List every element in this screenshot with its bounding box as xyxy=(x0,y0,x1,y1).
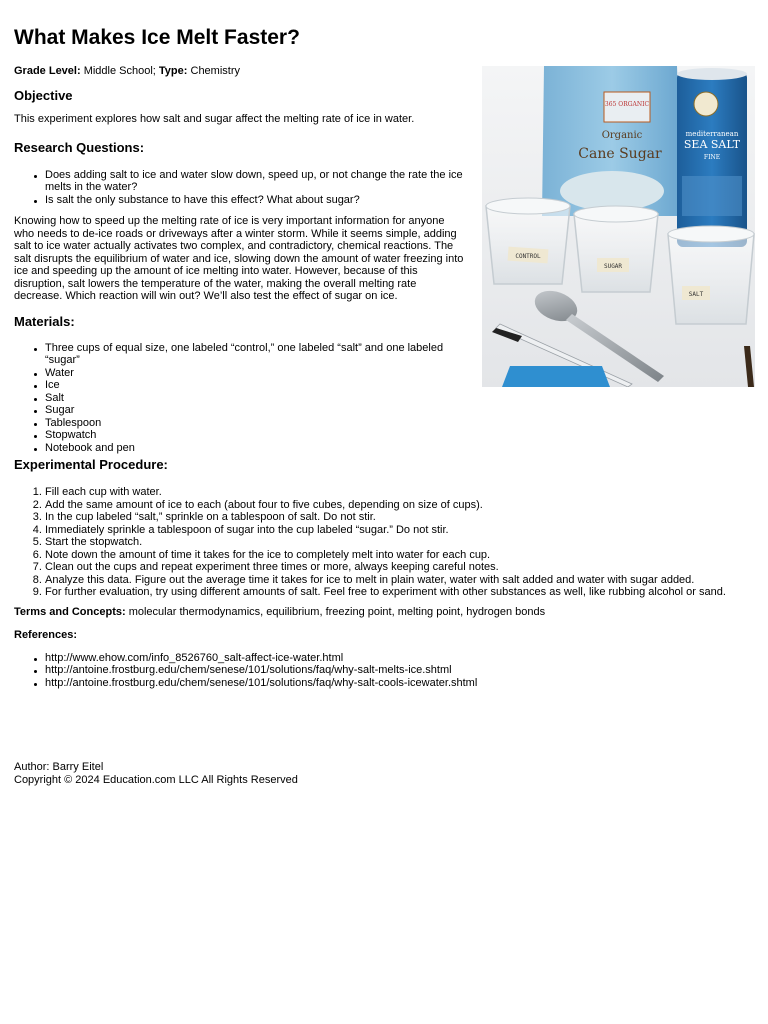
procedure-heading: Experimental Procedure: xyxy=(14,457,168,472)
research-list xyxy=(14,169,466,207)
sugar-line2-text: Cane Sugar xyxy=(578,146,662,162)
procedure-step: 4. Immediately sprinkle a tablespoon of sugar into the cup labeled “sugar.” Do not stir. xyxy=(45,524,744,537)
cup1-label-text: CONTROL xyxy=(515,253,541,260)
materials-item: Stopwatch xyxy=(45,429,466,442)
procedure-step: 6. Note down the amount of time it takes for the ice to completely melt into water for each cup. xyxy=(45,549,744,562)
objective-heading: Objective xyxy=(14,88,73,103)
objective-text: This experiment explores how salt and sugar affect the melting rate of ice in water. xyxy=(14,113,415,125)
salt-line2-text: SEA SALT xyxy=(683,138,741,151)
research-item-1: Does adding salt to ice and water slow down, speed up, or not change the rate the ice melts in the water? xyxy=(45,169,466,194)
materials-item: Salt xyxy=(45,392,466,405)
type-value: Chemistry xyxy=(187,65,240,77)
procedure-step: 9. For further evaluation, try using different amounts of salt. Feel free to experiment with other substances as well, like rubbing alcohol or sand. xyxy=(45,586,744,599)
materials-list xyxy=(14,342,466,455)
procedure-step: 2. Add the same amount of ice to each (about four to five cubes, depending on size of cups). xyxy=(45,499,744,512)
procedure-list xyxy=(14,486,744,599)
grade-level-label: Grade Level: xyxy=(14,65,81,77)
materials-item: Three cups of equal size, one labeled “control,” one labeled “salt” and one labeled “sugar” xyxy=(45,342,466,367)
materials-item: Sugar xyxy=(45,404,466,417)
experiment-photo xyxy=(482,66,755,387)
procedure-section xyxy=(14,457,744,609)
terms-section xyxy=(14,606,744,619)
reference-link[interactable]: http://antoine.frostburg.edu/chem/senese/101/solutions/faq/why-salt-melts-ice.shtml xyxy=(45,664,744,677)
left-column xyxy=(14,88,466,464)
procedure-step: 3. In the cup labeled “salt,” sprinkle on a tablespoon of salt. Do not stir. xyxy=(45,511,744,524)
reference-link[interactable]: http://www.ehow.com/info_8526760_salt-affect-ice-water.html xyxy=(45,652,744,665)
research-item-2: Is salt the only substance to have this effect? What about sugar? xyxy=(45,194,466,207)
cup2-label-text: SUGAR xyxy=(603,263,623,270)
procedure-step: 1. Fill each cup with water. xyxy=(45,486,744,499)
footer xyxy=(14,761,298,786)
reference-link[interactable]: http://antoine.frostburg.edu/chem/senese/101/solutions/faq/why-salt-cools-icewater.shtml xyxy=(45,677,744,690)
research-paragraph: Knowing how to speed up the melting rate of ice is very important information for anyone who needs to de-ice roads or driveways after a winter storm. While it seems simple, adding salt to ice water actually activates two complex, and contradictory, chemical reactions. The salt disrupts the equilibrium of water and ice, slowing down the amount of water freezing into ice and speeding up the amount of ice melting into water. However, because of this disruption, salt lowers the temperature of the water, making the overall melting rate decrease. Which reaction will win out? We’ll also test the effect of sugar on ice. xyxy=(14,215,464,302)
grade-level-value: Middle School; xyxy=(80,65,159,77)
page-title: What Makes Ice Melt Faster? xyxy=(14,26,300,49)
type-label: Type: xyxy=(158,65,188,77)
sugar-brand-text: 365 ORGANIC xyxy=(604,101,650,108)
materials-item: Ice xyxy=(45,379,466,392)
salt-line3-text: FINE xyxy=(703,154,721,161)
procedure-step: 7. Clean out the cups and repeat experiment three times or more, always keeping careful notes. xyxy=(45,561,744,574)
materials-item: Notebook and pen xyxy=(45,442,466,455)
meta-line xyxy=(14,65,240,78)
cup3-label-text: SALT xyxy=(688,291,704,298)
procedure-step: 8. Analyze this data. Figure out the average time it takes for ice to melt in plain water, water with salt added and water with sugar added. xyxy=(45,574,744,587)
materials-item: Water xyxy=(45,367,466,380)
research-heading: Research Questions: xyxy=(14,139,145,155)
terms-label: Terms and Concepts: xyxy=(14,606,126,618)
references-list xyxy=(14,652,744,690)
salt-line1-text: mediterranean xyxy=(685,130,739,138)
procedure-step: 5. Start the stopwatch. xyxy=(45,536,744,549)
references-section xyxy=(14,629,744,699)
copyright-line: Copyright © 2024 Education.com LLC All Rights Reserved xyxy=(14,773,298,786)
references-heading: References: xyxy=(14,629,77,641)
author-line: Author: Barry Eitel xyxy=(14,761,104,773)
sugar-line1-text: Organic xyxy=(601,130,643,141)
terms-value: molecular thermodynamics, equilibrium, freezing point, melting point, hydrogen bonds xyxy=(125,606,546,618)
materials-item: Tablespoon xyxy=(45,417,466,430)
materials-heading: Materials: xyxy=(14,313,75,329)
